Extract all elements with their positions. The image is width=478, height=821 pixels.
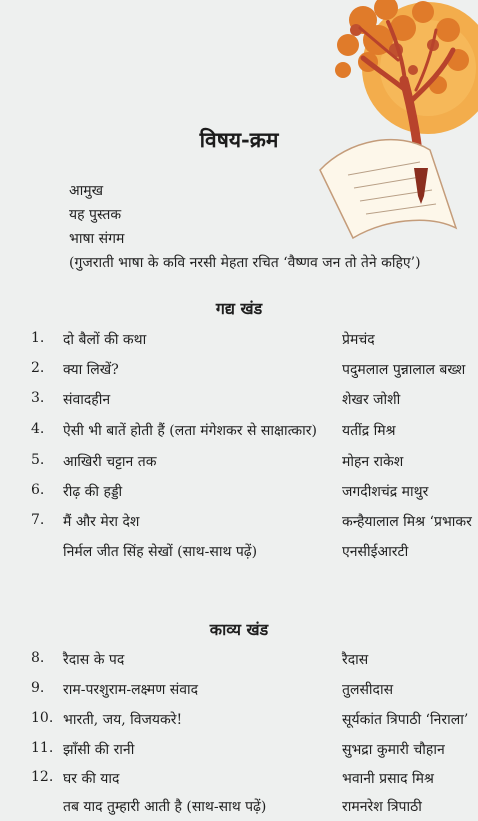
entry-author: तुलसीदास [342, 682, 394, 698]
entry-number: 8. [31, 650, 45, 666]
entry-author: जगदीशचंद्र माथुर [342, 484, 429, 500]
entry-title: दो बैलों की कथा [63, 332, 147, 348]
entry-title: निर्मल जीत सिंह सेखों (साथ-साथ पढ़ें) [63, 544, 258, 560]
toc-entry[interactable] [0, 512, 478, 536]
toc-entry[interactable] [0, 650, 478, 674]
entry-number: 3. [31, 390, 45, 406]
front-matter-list [69, 179, 421, 275]
entry-number: 5. [31, 452, 45, 468]
section-heading-poetry: काव्य खंड [209, 620, 269, 639]
entry-author: शेखर जोशी [342, 392, 401, 408]
toc-entry[interactable] [0, 769, 478, 793]
entry-title: तब याद तुम्हारी आती है (साथ-साथ पढ़ें) [63, 799, 267, 815]
entry-title: संवादहीन [63, 392, 111, 408]
entry-author: भवानी प्रसाद मिश्र [342, 771, 434, 787]
front-matter-item[interactable]: भाषा संगम [69, 231, 125, 247]
front-matter-item[interactable]: यह पुस्तक [69, 207, 122, 223]
entry-number: 2. [31, 360, 45, 376]
entry-title: रैदास के पद [63, 652, 125, 668]
front-matter-item[interactable]: आमुख [69, 183, 104, 199]
entry-number: 9. [31, 680, 45, 696]
entry-author: सुभद्रा कुमारी चौहान [342, 742, 445, 758]
toc-entry[interactable] [0, 680, 478, 704]
entry-author: यतींद्र मिश्र [342, 423, 396, 439]
entry-number: 6. [31, 482, 45, 498]
entry-number: 1. [31, 330, 45, 346]
toc-entry[interactable] [0, 360, 478, 384]
entry-author: प्रेमचंद [342, 332, 375, 348]
toc-entry[interactable] [0, 542, 478, 566]
entry-number: 10. [31, 710, 54, 726]
entry-author: कन्हैयालाल मिश्र ‘प्रभाकर [342, 514, 472, 530]
front-matter-item[interactable]: (गुजराती भाषा के कवि नरसी मेहता रचित ‘वैष्णव जन तो तेने कहिए’) [69, 255, 421, 271]
entry-title: मैं और मेरा देश [63, 514, 140, 530]
toc-entry[interactable] [0, 710, 478, 734]
entry-author: रामनरेश त्रिपाठी [342, 799, 422, 815]
toc-entry[interactable] [0, 330, 478, 354]
toc-entry[interactable] [0, 797, 478, 821]
entry-title: झाँसी की रानी [63, 742, 135, 758]
entry-number: 4. [31, 421, 45, 437]
toc-entry[interactable] [0, 452, 478, 476]
entry-title: आखिरी चट्टान तक [63, 454, 157, 470]
entry-title: राम-परशुराम-लक्ष्मण संवाद [63, 682, 199, 698]
entry-author: सूर्यकांत त्रिपाठी ‘निराला’ [342, 712, 469, 728]
entry-author: रैदास [342, 652, 369, 668]
toc-entry[interactable] [0, 390, 478, 414]
toc-entry[interactable] [0, 482, 478, 506]
entry-title: घर की याद [63, 771, 120, 787]
entry-number: 12. [31, 769, 54, 785]
entry-number: 7. [31, 512, 45, 528]
entry-title: ऐसी भी बातें होती हैं (लता मंगेशकर से साक्षात्कार) [63, 423, 317, 439]
entry-title: भारती, जय, विजयकरे! [63, 712, 183, 728]
toc-entry[interactable] [0, 740, 478, 764]
section-heading-prose: गद्य खंड [215, 299, 263, 318]
entry-author: मोहन राकेश [342, 454, 404, 470]
entry-title: क्या लिखें? [63, 362, 119, 378]
entry-title: रीढ़ की हड्डी [63, 484, 123, 500]
entry-author: एनसीईआरटी [342, 544, 409, 560]
entry-author: पदुमलाल पुन्नालाल बख्श [342, 362, 466, 378]
entry-number: 11. [31, 740, 54, 756]
page-title: विषय-क्रम [199, 127, 279, 152]
toc-entry[interactable] [0, 421, 478, 445]
